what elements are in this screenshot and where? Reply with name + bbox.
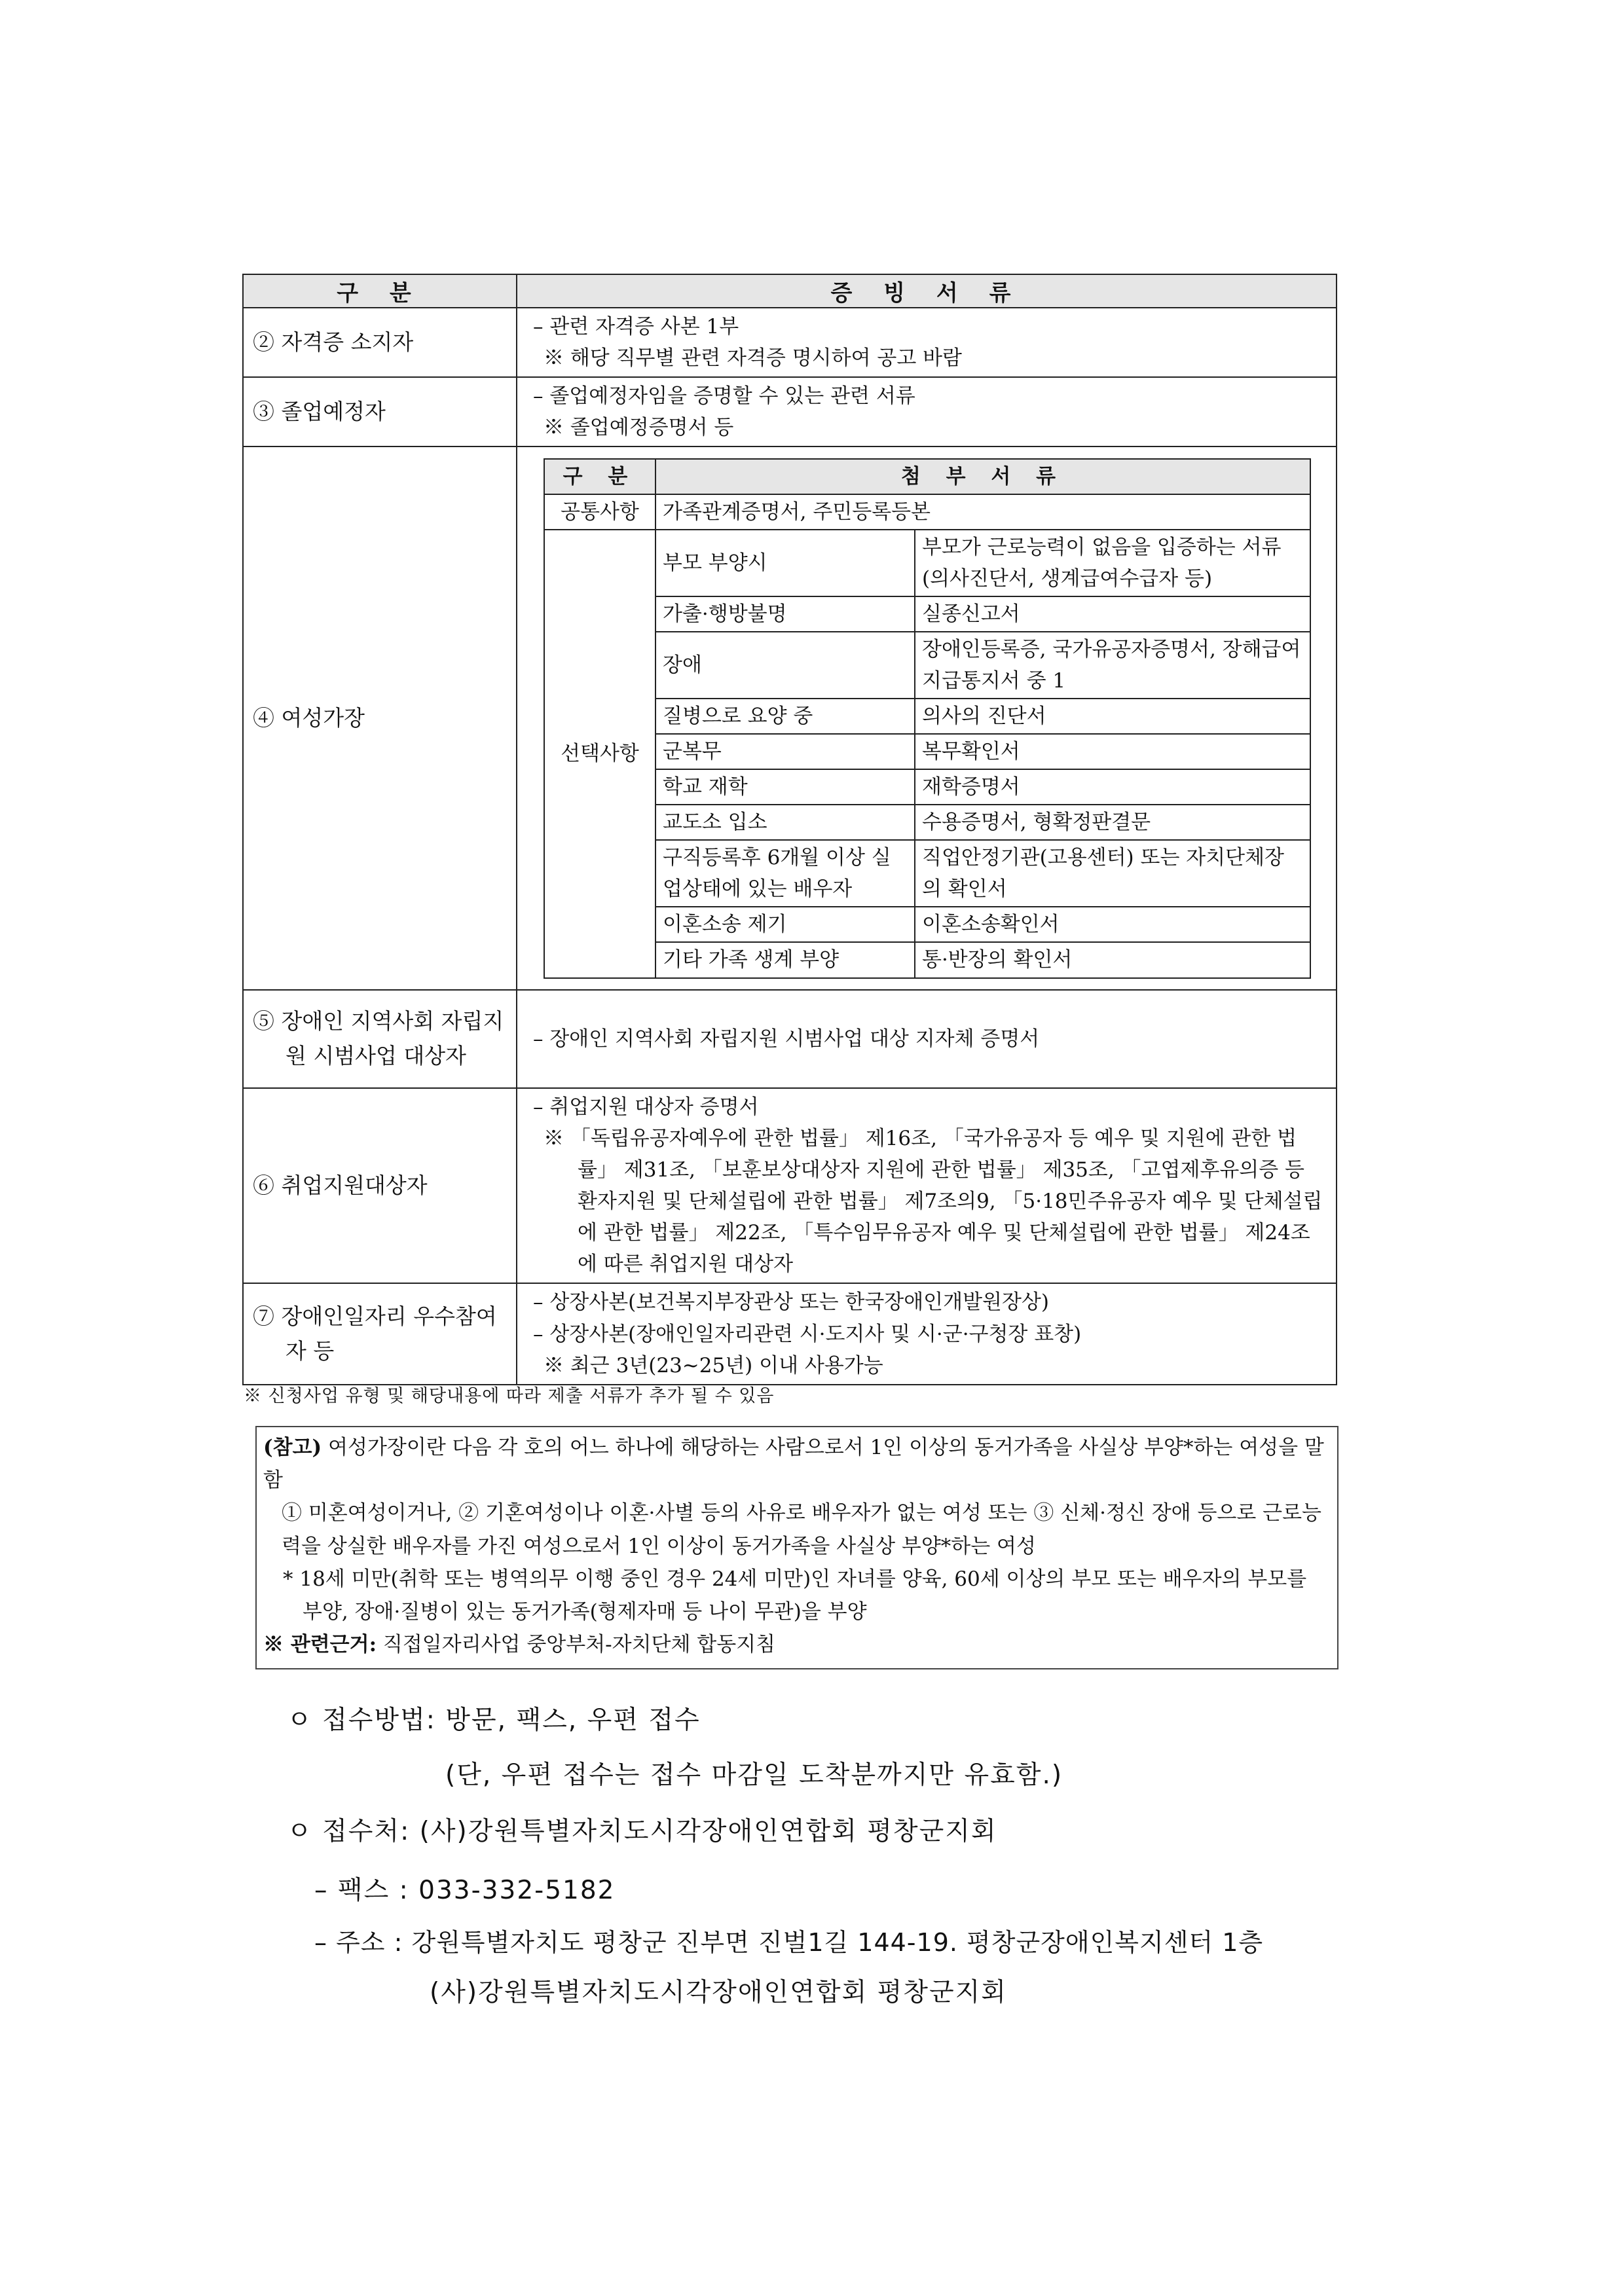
inner-common-label: 공통사항 bbox=[544, 494, 655, 530]
table-row bbox=[544, 596, 1310, 632]
reference-basis bbox=[263, 1628, 1331, 1661]
inner-case: 학교 재학 bbox=[655, 769, 915, 805]
table-header-row bbox=[243, 274, 1337, 308]
row-disabled-community bbox=[243, 990, 1337, 1088]
inner-case: 교도소 입소 bbox=[655, 805, 915, 840]
reference-basis-text: 직접일자리사업 중앙부처-자치단체 합동지침 bbox=[377, 1633, 776, 1657]
reference-intro bbox=[263, 1431, 1331, 1497]
docs-disabled-community-line1: – 장애인 지역사회 자립지원 시범사업 대상 지자체 증명서 bbox=[533, 1027, 1040, 1051]
docs-disabled-jobs-line2: – 상장사본(장애인일자리관련 시·도지사 및 시·군·구청장 표창) bbox=[533, 1322, 1082, 1346]
row-disabled-jobs bbox=[243, 1283, 1337, 1384]
reference-label: (참고) bbox=[263, 1436, 322, 1459]
reference-box bbox=[255, 1426, 1338, 1669]
table-row bbox=[544, 530, 1310, 596]
inner-optional-label: 선택사항 bbox=[544, 530, 655, 978]
inner-docs: 이혼소송확인서 bbox=[915, 907, 1310, 942]
inner-common-docs: 가족관계증명서, 주민등록등본 bbox=[655, 494, 1310, 530]
reception-place: ㅇ 접수처: (사)강원특별자치도시각장애인연합회 평창군지회 bbox=[287, 1817, 997, 1846]
reception-method: ㅇ 접수방법: 방문, 팩스, 우편 접수 bbox=[287, 1705, 701, 1735]
reception-address: – 주소 : 강원특별자치도 평창군 진부면 진벌1길 144-19. 평창군장애인복지센터 1층 bbox=[314, 1928, 1264, 1957]
docs-employment-support-line1: – 취업지원 대상자 증명서 bbox=[533, 1095, 759, 1120]
inner-case: 장애 bbox=[655, 632, 915, 699]
docs-graduate bbox=[517, 377, 1337, 446]
docs-disabled-jobs-line1: – 상장사본(보건복지부장관상 또는 한국장애인개발원장상) bbox=[533, 1290, 1049, 1315]
header-documents: 증 빙 서 류 bbox=[517, 274, 1337, 308]
reference-basis-label: ※ 관련근거: bbox=[263, 1633, 377, 1657]
inner-case: 군복무 bbox=[655, 734, 915, 769]
inner-docs: 복무확인서 bbox=[915, 734, 1310, 769]
female-head-attachment-table bbox=[544, 458, 1311, 979]
docs-license-line1: – 관련 자격증 사본 1부 bbox=[533, 315, 739, 338]
reception-fax: – 팩스 : 033-332-5182 bbox=[314, 1876, 616, 1905]
inner-docs: 의사의 진단서 bbox=[915, 699, 1310, 734]
row-employment-support bbox=[243, 1088, 1337, 1283]
inner-docs: 실종신고서 bbox=[915, 596, 1310, 632]
submit-note: ※ 신청사업 유형 및 해당내용에 따라 제출 서류가 추가 될 수 있음 bbox=[244, 1386, 775, 1406]
docs-female-head bbox=[517, 446, 1337, 990]
docs-license bbox=[517, 308, 1337, 377]
inner-docs: 재학증명서 bbox=[915, 769, 1310, 805]
inner-case: 구직등록후 6개월 이상 실업상태에 있는 배우자 bbox=[655, 840, 915, 907]
docs-license-note: ※ 해당 직무별 관련 자격증 명시하여 공고 바람 bbox=[544, 346, 963, 371]
inner-header-documents: 첨 부 서 류 bbox=[655, 459, 1310, 494]
table-row bbox=[544, 942, 1310, 977]
row-female-head bbox=[243, 446, 1337, 990]
inner-case: 부모 부양시 bbox=[655, 530, 915, 596]
category-disabled-community: ⑤ 장애인 지역사회 자립지원 시범사업 대상자 bbox=[243, 990, 517, 1088]
row-license bbox=[243, 308, 1337, 377]
header-category: 구 분 bbox=[243, 274, 517, 308]
category-graduate: ③ 졸업예정자 bbox=[243, 377, 517, 446]
inner-header-row bbox=[544, 459, 1310, 494]
table-row bbox=[544, 632, 1310, 699]
reference-intro-text: 여성가장이란 다음 각 호의 어느 하나에 해당하는 사람으로서 1인 이상의 동거가족을 사실상 부양*하는 여성을 말함 bbox=[263, 1436, 1324, 1493]
inner-docs: 장애인등록증, 국가유공자증명서, 장해급여지급통지서 중 1 bbox=[915, 632, 1310, 699]
table-row bbox=[544, 699, 1310, 734]
inner-docs: 수용증명서, 형확정판결문 bbox=[915, 805, 1310, 840]
category-license: ② 자격증 소지자 bbox=[243, 308, 517, 377]
reception-address-org: (사)강원특별자치도시각장애인연합회 평창군지회 bbox=[430, 1978, 1007, 2007]
inner-docs: 부모가 근로능력이 없음을 입증하는 서류 (의사진단서, 생계급여수급자 등) bbox=[915, 530, 1310, 596]
table-row bbox=[544, 805, 1310, 840]
inner-header-category: 구 분 bbox=[544, 459, 655, 494]
docs-employment-support bbox=[517, 1088, 1337, 1283]
reference-items: ① 미혼여성이거나, ② 기혼여성이나 이혼·사별 등의 사유로 배우자가 없는 여성 또는 ③ 신체·정신 장애 등으로 근로능력을 상실한 배우자를 가진 여성으로서 1인 이상이 동거가족을 사실상 부양*하는 여성 bbox=[282, 1501, 1321, 1558]
table-row bbox=[544, 734, 1310, 769]
docs-graduate-line1: – 졸업예정자임을 증명할 수 있는 관련 서류 bbox=[533, 384, 915, 409]
reference-footnote: * 18세 미만(취학 또는 병역의무 이행 중인 경우 24세 미만)인 자녀를 양육, 60세 이상의 부모 또는 배우자의 부모를 부양, 장애·질병이 있는 동거가족(형제자매 등 나이 무관)을 부양 bbox=[283, 1567, 1307, 1624]
reception-method-note: (단, 우편 접수는 접수 마감일 도착분까지만 유효함.) bbox=[445, 1760, 1063, 1790]
docs-disabled-jobs bbox=[517, 1283, 1337, 1384]
inner-case: 이혼소송 제기 bbox=[655, 907, 915, 942]
category-female-head: ④ 여성가장 bbox=[243, 446, 517, 990]
docs-disabled-jobs-note: ※ 최근 3년(23~25년) 이내 사용가능 bbox=[544, 1353, 883, 1377]
inner-case: 질병으로 요양 중 bbox=[655, 699, 915, 734]
table-row bbox=[544, 769, 1310, 805]
docs-employment-support-note: ※ 「독립유공자예우에 관한 법률」 제16조, 「국가유공자 등 예우 및 지원에 관한 법률」 제31조, 「보훈보상대상자 지원에 관한 법률」 제35조, 「고엽제후유의증 등 환자지원 및 단체설립에 관한 법률」 제7조의9, 「5·18민주유공자 예우 및 단체설립에 관한 법률」 제22조, 「특수임무유공자 예우 및 단체설립에 관한 법률」 제24조에 따른 취업지원 대상자 bbox=[544, 1127, 1323, 1277]
evidence-documents-table bbox=[242, 274, 1337, 1385]
table-row bbox=[544, 907, 1310, 942]
category-disabled-jobs: ⑦ 장애인일자리 우수참여자 등 bbox=[243, 1283, 517, 1384]
inner-docs: 직업안정기관(고용센터) 또는 자치단체장의 확인서 bbox=[915, 840, 1310, 907]
table-row bbox=[544, 840, 1310, 907]
inner-docs: 통·반장의 확인서 bbox=[915, 942, 1310, 977]
docs-graduate-note: ※ 졸업예정증명서 등 bbox=[544, 416, 734, 440]
inner-common-row bbox=[544, 494, 1310, 530]
category-employment-support: ⑥ 취업지원대상자 bbox=[243, 1088, 517, 1283]
inner-case: 가출·행방불명 bbox=[655, 596, 915, 632]
inner-case: 기타 가족 생계 부양 bbox=[655, 942, 915, 977]
docs-disabled-community bbox=[517, 990, 1337, 1088]
row-graduate bbox=[243, 377, 1337, 446]
